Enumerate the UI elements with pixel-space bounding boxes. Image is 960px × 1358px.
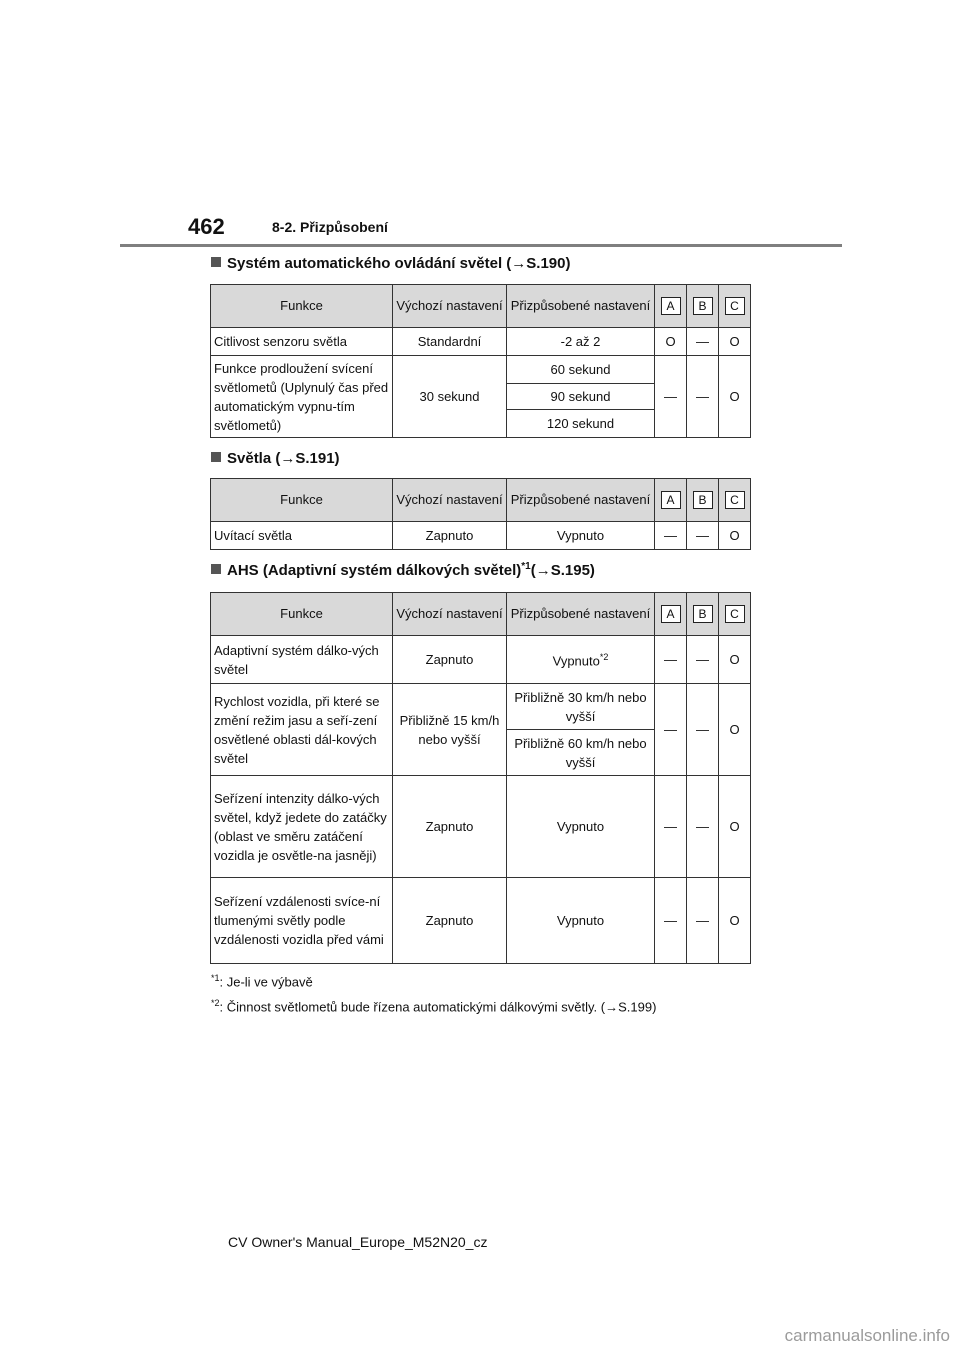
cell-c: O [719, 356, 751, 438]
cell-a: — [655, 356, 687, 438]
cell-function: Seřízení vzdálenosti svíce-ní tlumenými světly podle vzdálenosti vozidla před vámi [211, 878, 393, 964]
cell-b: — [687, 776, 719, 878]
cell-function: Citlivost senzoru světla [211, 328, 393, 356]
col-default: Výchozí nastavení [393, 593, 507, 636]
cell-a: — [655, 684, 687, 776]
section-heading-auto-light: Systém automatického ovládání světel (→S.190) [211, 255, 570, 272]
cell-function: Adaptivní systém dálko-vých světel [211, 636, 393, 684]
col-c [719, 285, 751, 328]
cell-c: O [719, 328, 751, 356]
col-custom: Přizpůsobené nastavení [507, 285, 655, 328]
cell-custom-option: 60 sekund [507, 356, 655, 384]
cell-custom: Vypnuto [507, 878, 655, 964]
chapter-title: 8-2. Přizpůsobení [272, 219, 388, 235]
footnote-mark: *2 [599, 652, 609, 663]
col-b [687, 479, 719, 522]
cell-default: Zapnuto [393, 878, 507, 964]
square-bullet-icon [211, 257, 221, 267]
cell-default: Zapnuto [393, 636, 507, 684]
header-rule [120, 244, 842, 247]
table-header-row [211, 285, 751, 328]
cell-default: Standardní [393, 328, 507, 356]
badge-b: B [693, 491, 713, 509]
cell-custom-option: 90 sekund [507, 384, 655, 410]
cell-custom-option: Přibližně 60 km/h nebo vyšší [507, 730, 655, 776]
table-row [211, 684, 751, 730]
cell-function: Seřízení intenzity dálko-vých světel, když jedete do zatáčky (oblast ve směru zatáčení vozidla je osvětle-na jasněji) [211, 776, 393, 878]
col-b [687, 593, 719, 636]
badge-a: A [661, 297, 681, 315]
cell-custom: Vypnuto$^{*2}$ [507, 636, 655, 684]
col-function: Funkce [211, 479, 393, 522]
cell-b: — [687, 636, 719, 684]
cell-a: — [655, 776, 687, 878]
col-a [655, 479, 687, 522]
badge-c: C [725, 297, 745, 315]
cell-c: O [719, 776, 751, 878]
section-heading-ahs: AHS (Adaptivní systém dálkových světel)$^{*1}$(→S.195) [211, 561, 595, 579]
cell-function: Funkce prodloužení svícení světlometů (Uplynulý čas před automatickým vypnu-tím světlometů) [211, 356, 393, 438]
cell-custom: Vypnuto [507, 776, 655, 878]
square-bullet-icon [211, 564, 221, 574]
cell-a: — [655, 522, 687, 550]
footnote-mark: *2 [211, 998, 220, 1008]
table-auto-light-control [210, 284, 751, 438]
cell-a: — [655, 878, 687, 964]
footnote-mark: *1 [521, 561, 531, 572]
col-a [655, 285, 687, 328]
cell-function: Uvítací světla [211, 522, 393, 550]
cell-b: — [687, 328, 719, 356]
footnote-mark: *1 [211, 973, 220, 983]
cell-custom: Vypnuto [507, 522, 655, 550]
cell-custom-option: Přibližně 30 km/h nebo vyšší [507, 684, 655, 730]
table-lights [210, 478, 751, 550]
cell-b: — [687, 684, 719, 776]
section-ref: →S.191) [280, 450, 340, 467]
table-ahs [210, 592, 751, 964]
col-b [687, 285, 719, 328]
cell-default: Zapnuto [393, 522, 507, 550]
col-c [719, 593, 751, 636]
badge-a: A [661, 491, 681, 509]
square-bullet-icon [211, 452, 221, 462]
table-row [211, 776, 751, 878]
section-heading-lights: Světla (→S.191) [211, 450, 340, 467]
cell-c: O [719, 636, 751, 684]
col-custom: Přizpůsobené nastavení [507, 479, 655, 522]
cell-c: O [719, 684, 751, 776]
watermark[interactable]: carmanualsonline.info [784, 1326, 950, 1345]
table-row [211, 356, 751, 384]
cell-b: — [687, 522, 719, 550]
col-custom: Přizpůsobené nastavení [507, 593, 655, 636]
cell-c: O [719, 522, 751, 550]
document-footer: CV Owner's Manual_Europe_M52N20_cz [228, 1234, 488, 1250]
cell-function: Rychlost vozidla, při které se změní režim jasu a seří-zení osvětlené oblasti dál-kových světel [211, 684, 393, 776]
col-default: Výchozí nastavení [393, 285, 507, 328]
badge-c: C [725, 491, 745, 509]
cell-a: O [655, 328, 687, 356]
table-row [211, 878, 751, 964]
footnote-1: $^{*1}$: Je-li ve výbavě [211, 973, 313, 990]
table-row [211, 328, 751, 356]
cell-default: 30 sekund [393, 356, 507, 438]
col-default: Výchozí nastavení [393, 479, 507, 522]
cell-b: — [687, 878, 719, 964]
cell-custom: -2 až 2 [507, 328, 655, 356]
cell-default: Zapnuto [393, 776, 507, 878]
section-ref: →S.190) [511, 255, 571, 272]
table-header-row [211, 479, 751, 522]
section-ref: (→S.195) [530, 562, 595, 579]
table-row [211, 522, 751, 550]
cell-a: — [655, 636, 687, 684]
col-c [719, 479, 751, 522]
table-row [211, 636, 751, 684]
table-header-row [211, 593, 751, 636]
badge-c: C [725, 605, 745, 623]
cell-c: O [719, 878, 751, 964]
badge-b: B [693, 297, 713, 315]
col-function: Funkce [211, 285, 393, 328]
badge-a: A [661, 605, 681, 623]
footnote-2: $^{*2}$: Činnost světlometů bude řízena automatickými dálkovými světly. (→S.199) [211, 998, 657, 1015]
col-a [655, 593, 687, 636]
badge-b: B [693, 605, 713, 623]
cell-custom-option: 120 sekund [507, 410, 655, 438]
cell-default: Přibližně 15 km/h nebo vyšší [393, 684, 507, 776]
col-function: Funkce [211, 593, 393, 636]
cell-b: — [687, 356, 719, 438]
page-number: 462 [188, 214, 225, 239]
